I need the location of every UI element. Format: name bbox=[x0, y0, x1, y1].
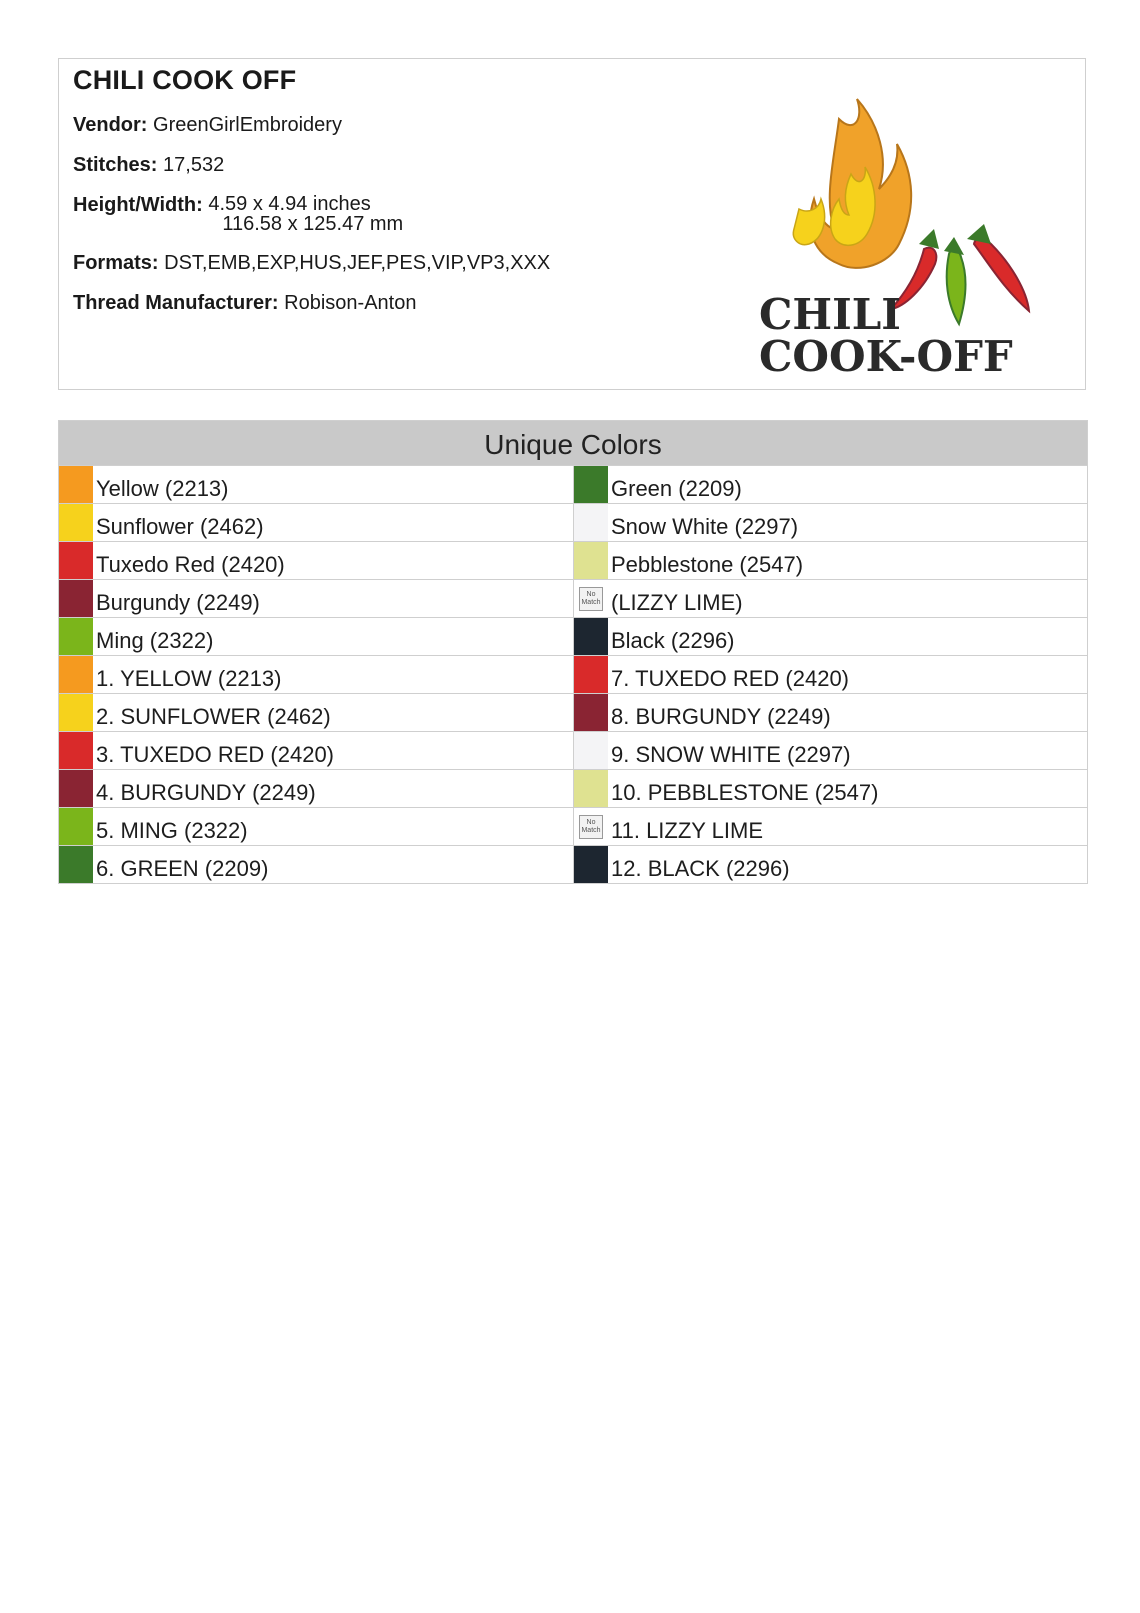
vendor-row bbox=[73, 114, 693, 136]
chili-cook-off-logo bbox=[739, 79, 1059, 379]
color-label: Sunflower (2462) bbox=[96, 514, 264, 539]
design-details bbox=[73, 65, 693, 332]
color-row bbox=[59, 579, 573, 617]
color-swatch bbox=[59, 618, 93, 655]
color-row bbox=[573, 731, 1087, 769]
unique-colors-header: Unique Colors bbox=[59, 421, 1087, 465]
color-row bbox=[573, 579, 1087, 617]
size-row bbox=[73, 194, 693, 234]
color-swatch bbox=[574, 656, 608, 693]
color-label: (LIZZY LIME) bbox=[611, 590, 743, 615]
color-swatch bbox=[59, 542, 93, 579]
design-info-box bbox=[58, 58, 1086, 390]
stitches-label: Stitches: bbox=[73, 154, 158, 176]
color-label: 10. PEBBLESTONE (2547) bbox=[611, 780, 879, 805]
color-label: Burgundy (2249) bbox=[96, 590, 260, 615]
color-swatch bbox=[59, 466, 93, 503]
vendor-value: GreenGirlEmbroidery bbox=[153, 114, 342, 136]
color-row bbox=[573, 503, 1087, 541]
color-row bbox=[59, 541, 573, 579]
color-row bbox=[573, 807, 1087, 845]
color-label: Ming (2322) bbox=[96, 628, 214, 653]
color-swatch bbox=[574, 770, 608, 807]
color-swatch bbox=[59, 656, 93, 693]
color-label: 7. TUXEDO RED (2420) bbox=[611, 666, 850, 691]
size-mm: 116.58 x 125.47 mm bbox=[222, 213, 404, 235]
color-label: 2. SUNFLOWER (2462) bbox=[96, 704, 331, 729]
thread-row bbox=[73, 292, 693, 314]
color-swatch bbox=[574, 846, 608, 883]
color-label: Snow White (2297) bbox=[611, 514, 799, 539]
color-swatch bbox=[574, 618, 608, 655]
color-row bbox=[573, 541, 1087, 579]
color-row bbox=[59, 731, 573, 769]
color-label: 5. MING (2322) bbox=[96, 818, 248, 843]
formats-value: DST,EMB,EXP,HUS,JEF,PES,VIP,VP3,XXX bbox=[164, 252, 551, 274]
color-swatch bbox=[59, 694, 93, 731]
size-values bbox=[208, 194, 403, 234]
color-row bbox=[573, 693, 1087, 731]
color-swatch bbox=[574, 466, 608, 503]
flame-icon bbox=[793, 99, 911, 268]
color-swatch bbox=[59, 504, 93, 541]
logo-line-1: CHILI bbox=[759, 290, 901, 339]
color-row bbox=[59, 845, 573, 883]
color-row bbox=[573, 769, 1087, 807]
no-match-icon bbox=[574, 808, 608, 845]
color-label: 6. GREEN (2209) bbox=[96, 856, 269, 881]
color-label: 12. BLACK (2296) bbox=[611, 856, 790, 881]
color-row bbox=[573, 845, 1087, 883]
no-match-icon bbox=[574, 580, 608, 617]
color-swatch bbox=[59, 580, 93, 617]
color-row bbox=[59, 655, 573, 693]
color-row bbox=[59, 807, 573, 845]
color-label: Black (2296) bbox=[611, 628, 735, 653]
color-label: 9. SNOW WHITE (2297) bbox=[611, 742, 851, 767]
color-row bbox=[59, 769, 573, 807]
color-label: Yellow (2213) bbox=[96, 476, 229, 501]
color-label: 8. BURGUNDY (2249) bbox=[611, 704, 831, 729]
color-row bbox=[573, 465, 1087, 503]
color-label: 3. TUXEDO RED (2420) bbox=[96, 742, 335, 767]
formats-label: Formats: bbox=[73, 252, 159, 274]
color-label: 1. YELLOW (2213) bbox=[96, 666, 282, 691]
no-match-badge: No Match bbox=[579, 587, 603, 611]
color-label: Green (2209) bbox=[611, 476, 742, 501]
logo-line-2: COOK-OFF bbox=[759, 332, 1013, 379]
vendor-label: Vendor: bbox=[73, 114, 148, 136]
color-swatch bbox=[574, 732, 608, 769]
color-row bbox=[59, 617, 573, 655]
formats-row bbox=[73, 252, 693, 274]
color-label: 4. BURGUNDY (2249) bbox=[96, 780, 316, 805]
color-row bbox=[573, 617, 1087, 655]
color-swatch bbox=[59, 808, 93, 845]
color-label: Tuxedo Red (2420) bbox=[96, 552, 285, 577]
stitches-row bbox=[73, 154, 693, 176]
size-label: Height/Width: bbox=[73, 194, 203, 216]
color-swatch bbox=[574, 504, 608, 541]
color-row bbox=[59, 465, 573, 503]
color-grid bbox=[59, 465, 1087, 883]
no-match-badge: No Match bbox=[579, 815, 603, 839]
design-title: CHILI COOK OFF bbox=[73, 65, 297, 95]
color-label: 11. LIZZY LIME bbox=[611, 818, 764, 843]
thread-value: Robison-Anton bbox=[284, 292, 417, 314]
color-row bbox=[59, 693, 573, 731]
chili-peppers-icon bbox=[891, 224, 1029, 324]
color-label: Pebblestone (2547) bbox=[611, 552, 804, 577]
color-swatch bbox=[59, 770, 93, 807]
thread-label: Thread Manufacturer: bbox=[73, 292, 279, 314]
color-row bbox=[573, 655, 1087, 693]
stitches-value: 17,532 bbox=[163, 154, 225, 176]
color-swatch bbox=[574, 694, 608, 731]
color-swatch bbox=[574, 542, 608, 579]
size-inches: 4.59 x 4.94 inches bbox=[208, 193, 371, 215]
unique-colors-table bbox=[58, 420, 1088, 884]
color-swatch bbox=[59, 732, 93, 769]
color-swatch bbox=[59, 846, 93, 883]
color-row bbox=[59, 503, 573, 541]
